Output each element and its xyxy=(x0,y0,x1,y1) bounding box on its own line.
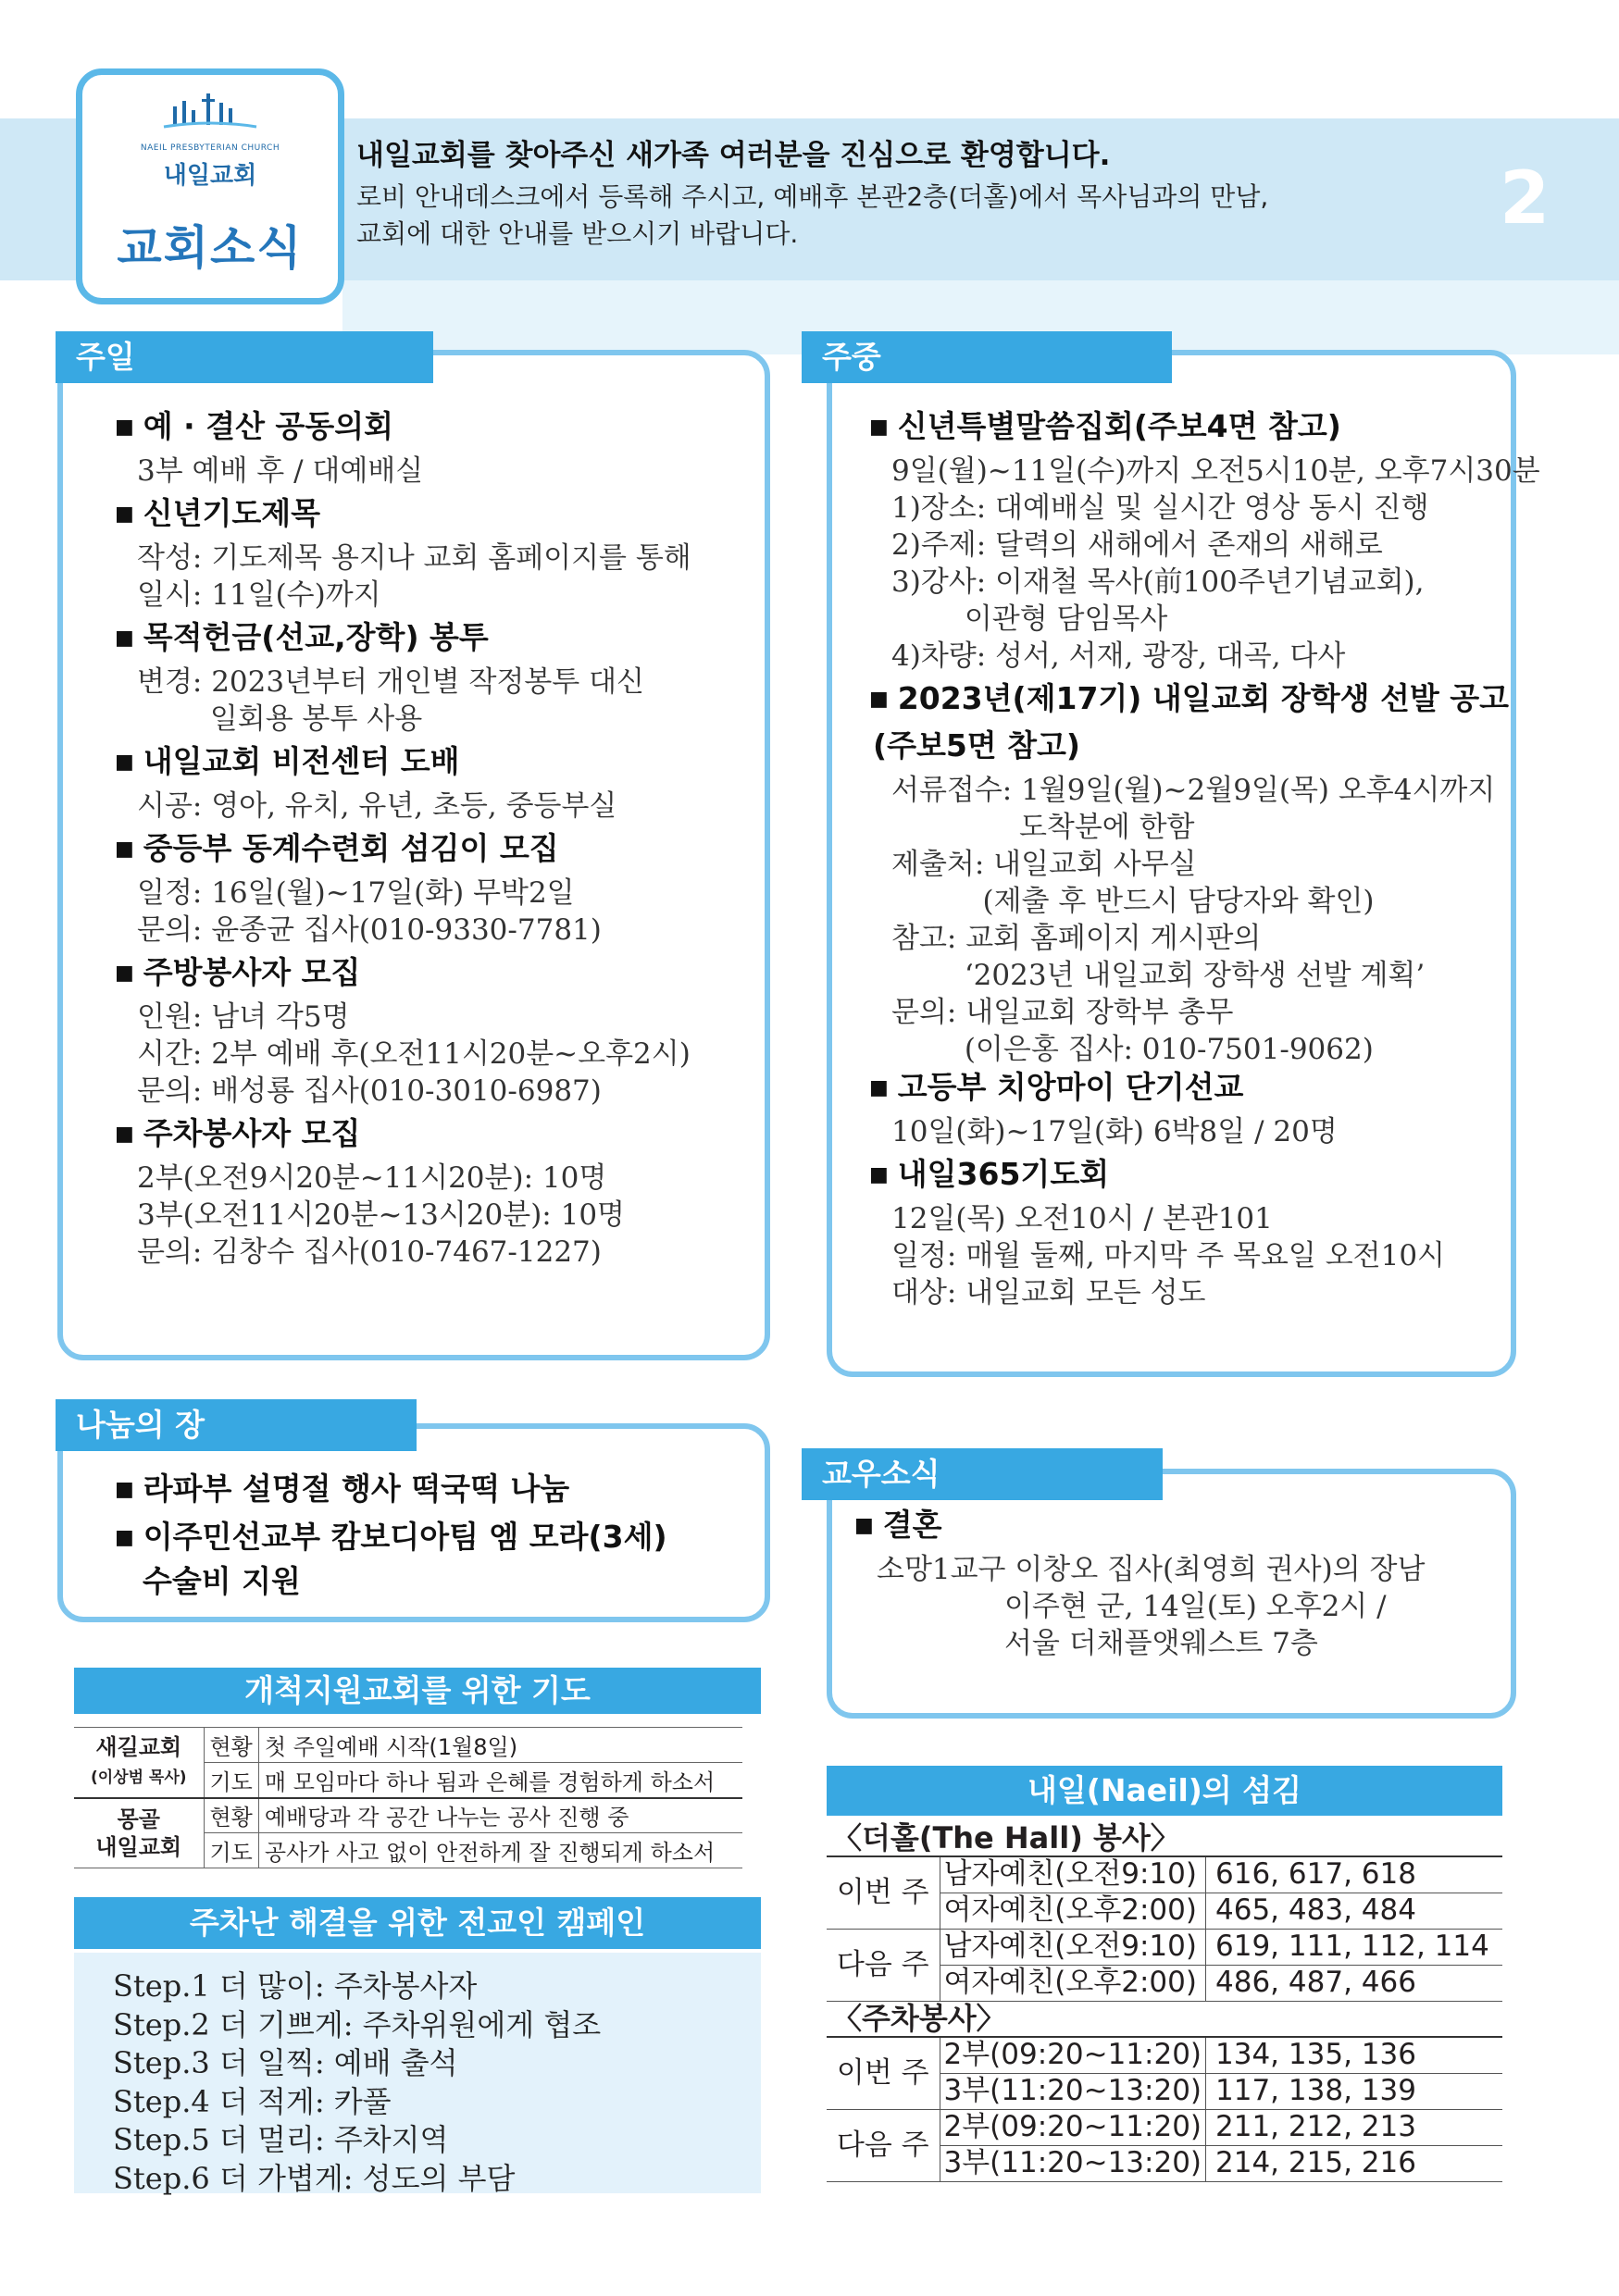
notice-item xyxy=(115,1468,816,1515)
notice-line: 1)장소: 대예배실 및 실시간 영상 동시 진행 xyxy=(891,491,1429,525)
notice-line: 일시: 11일(수)까지 xyxy=(137,578,381,612)
church-name-cell xyxy=(74,1728,204,1798)
notice-line: 2부(오전9시20분~11시20분): 10명 xyxy=(137,1161,607,1195)
notice-line: 작성: 기도제목 용지나 교회 홈페이지를 통해 xyxy=(137,541,691,575)
group-cell: 여자예친(오후2:00) xyxy=(940,1893,1206,1929)
kind-cell: 기도 xyxy=(204,1763,258,1798)
notice-line: 문의: 윤종균 집사(010-9330-7781) xyxy=(137,913,602,947)
notice-line: 참고: 교회 홈페이지 게시판의 xyxy=(891,922,1262,955)
section-title: 교회소식 xyxy=(117,221,304,275)
table-row xyxy=(74,1798,742,1833)
service-title: 내일(Naeil)의 섬김 xyxy=(827,1766,1502,1816)
tab-sunday: 주일 xyxy=(56,331,433,383)
tab-members: 교우소식 xyxy=(802,1448,1163,1500)
notice-line: 문의: 김창수 집사(010-7467-1227) xyxy=(137,1235,602,1269)
logo-name: 내일교회 xyxy=(163,162,257,190)
notice-item xyxy=(115,827,816,949)
campaign-title: 주차난 해결을 위한 전교인 캠페인 xyxy=(74,1897,761,1949)
text-cell: 공사가 사고 없이 안전하게 잘 진행되게 하소서 xyxy=(258,1833,742,1868)
church-name: 몽골 xyxy=(117,1806,160,1832)
number-cell: 465, 483, 484 xyxy=(1206,1893,1502,1929)
notice-title: ■ 2023년(제17기) 내일교회 장학생 선발 공고 xyxy=(869,677,1548,725)
group-cell: 2부(09:20~11:20) xyxy=(940,2037,1206,2073)
campaign-step: Step.1 더 많이: 주차봉사자 xyxy=(113,1968,478,2004)
notice-item xyxy=(115,1112,816,1271)
notice-item xyxy=(869,1066,1548,1150)
group-cell: 3부(11:20~13:20) xyxy=(940,2145,1206,2181)
notice-line: 수술비 지원 xyxy=(143,1563,301,1599)
notice-title: ■ 내일교회 비전센터 도배 xyxy=(115,740,816,788)
tab-weekday: 주중 xyxy=(802,331,1172,383)
parking-header: 〈주차봉사〉 xyxy=(827,2001,1502,2037)
notice-line: 3부 예배 후 / 대예배실 xyxy=(137,454,424,488)
text-cell: 매 모임마다 하나 됨과 은혜를 경험하게 하소서 xyxy=(258,1763,742,1798)
table-row xyxy=(827,2001,1502,2037)
notice-title: ■ 결혼 xyxy=(854,1504,1533,1551)
notice-line: 일회용 봉투 사용 xyxy=(137,702,423,736)
notice-line: ‘2023년 내일교회 장학생 선발 계획’ xyxy=(891,959,1426,992)
notice-line: 3)강사: 이재철 목사(前100주년기념교회), xyxy=(891,565,1425,599)
sunday-box xyxy=(57,350,770,1360)
notice-title: ■ 내일365기도회 xyxy=(869,1153,1548,1200)
sharing-box xyxy=(57,1423,770,1622)
table-row xyxy=(827,2109,1502,2145)
week-cell: 이번 주 xyxy=(827,2037,940,2109)
hall-header: 〈더홀(The Hall) 봉사〉 xyxy=(827,1820,1502,1856)
weekday-box xyxy=(827,350,1540,1377)
number-cell: 211, 212, 213 xyxy=(1206,2109,1502,2145)
notice-line: 문의: 배성룡 집사(010-3010-6987) xyxy=(137,1074,602,1108)
notice-line: 제출처: 내일교회 사무실 xyxy=(891,848,1197,881)
week-cell: 이번 주 xyxy=(827,1856,940,1929)
notice-line: 이주현 군, 14일(토) 오후2시 / xyxy=(877,1590,1387,1623)
group-cell: 남자예친(오전9:10) xyxy=(940,1929,1206,1965)
church-sub: 내일교회 xyxy=(95,1833,182,1860)
kind-cell: 기도 xyxy=(204,1833,258,1868)
notice-title: ■ 고등부 치앙마이 단기선교 xyxy=(869,1066,1548,1113)
notice-title: ■ 중등부 동계수련회 섬김이 모집 xyxy=(115,827,816,875)
notice-title: ■ 목적헌금(선교,장학) 봉투 xyxy=(115,616,816,664)
notice-item xyxy=(115,616,816,738)
campaign-step: Step.4 더 적게: 카풀 xyxy=(113,2083,392,2119)
campaign-step: Step.3 더 일찍: 예배 출석 xyxy=(113,2045,458,2080)
notice-line: 인원: 남녀 각5명 xyxy=(137,1000,350,1034)
church-sub: (이상범 목사) xyxy=(90,1768,187,1787)
number-cell: 616, 617, 618 xyxy=(1206,1856,1502,1893)
group-cell: 2부(09:20~11:20) xyxy=(940,2109,1206,2145)
notice-title: ■ 예 · 결산 공동의회 xyxy=(115,405,816,453)
table-row xyxy=(827,1820,1502,1856)
notice-item xyxy=(854,1504,1533,1662)
text-cell: 첫 주일예배 시작(1월8일) xyxy=(258,1728,742,1763)
number-cell: 619, 111, 112, 114 xyxy=(1206,1929,1502,1965)
tab-sharing: 나눔의 장 xyxy=(56,1399,417,1451)
number-cell: 134, 135, 136 xyxy=(1206,2037,1502,2073)
notice-item xyxy=(869,677,1548,1068)
kind-cell: 현황 xyxy=(204,1728,258,1763)
notice-line: 12일(목) 오전10시 / 본관101 xyxy=(891,1202,1273,1235)
page-number: 2 xyxy=(1500,157,1551,241)
notice-line: 도착분에 한함 xyxy=(891,811,1195,844)
welcome-line: 교회에 대한 안내를 받으시기 바랍니다. xyxy=(356,218,799,249)
notice-line: 10일(화)~17일(화) 6박8일 / 20명 xyxy=(891,1115,1338,1148)
text-cell: 예배당과 각 공간 나누는 공사 진행 중 xyxy=(258,1798,742,1833)
group-cell: 3부(11:20~13:20) xyxy=(940,2073,1206,2109)
pioneer-title: 개척지원교회를 위한 기도 xyxy=(74,1668,761,1714)
notice-item xyxy=(869,1153,1548,1311)
notice-line: (이은홍 집사: 010-7501-9062) xyxy=(891,1033,1374,1066)
notice-line: 서류접수: 1월9일(월)~2월9일(목) 오후4시까지 xyxy=(891,774,1496,807)
table-row xyxy=(74,1728,742,1763)
campaign-step: Step.2 더 기쁘게: 주차위원에게 협조 xyxy=(113,2006,602,2042)
table-row xyxy=(827,1856,1502,1893)
notice-line: 일정: 16일(월)~17일(화) 무박2일 xyxy=(137,876,575,910)
church-logo-icon xyxy=(155,93,266,132)
welcome-title: 내일교회를 찾아주신 새가족 여러분을 진심으로 환영합니다. xyxy=(356,139,1111,172)
notice-title: ■ 신년특별말씀집회(주보4면 참고) xyxy=(869,405,1548,453)
group-cell: 여자예친(오후2:00) xyxy=(940,1965,1206,2001)
week-cell: 다음 주 xyxy=(827,1929,940,2001)
notice-title: ■ 주차봉사자 모집 xyxy=(115,1112,816,1160)
service-table xyxy=(827,1820,1502,2182)
notice-item xyxy=(869,405,1548,675)
week-cell: 다음 주 xyxy=(827,2109,940,2181)
notice-line: 서울 더채플앳웨스트 7층 xyxy=(877,1627,1318,1660)
church-name-cell xyxy=(74,1798,204,1868)
notice-item xyxy=(115,951,816,1110)
campaign-step: Step.6 더 가볍게: 성도의 부담 xyxy=(113,2160,516,2196)
notice-line: 이관형 담임목사 xyxy=(891,602,1168,636)
welcome-message xyxy=(356,131,1449,253)
number-cell: 117, 138, 139 xyxy=(1206,2073,1502,2109)
notice-line: 시간: 2부 예배 후(오전11시20분~오후2시) xyxy=(137,1037,691,1071)
notice-line: 변경: 2023년부터 개인별 작정봉투 대신 xyxy=(137,665,644,699)
notice-item xyxy=(115,492,816,614)
notice-line: 9일(월)~11일(수)까지 오전5시10분, 오후7시30분 xyxy=(891,454,1540,488)
notice-item xyxy=(115,405,816,490)
members-box xyxy=(827,1469,1516,1719)
notice-line: (제출 후 반드시 담당자와 확인) xyxy=(891,885,1375,918)
group-cell: 남자예친(오전9:10) xyxy=(940,1856,1206,1893)
notice-item xyxy=(115,1516,816,1600)
welcome-line: 로비 안내데스크에서 등록해 주시고, 예배후 본관2층(더홀)에서 목사님과의 만남, xyxy=(356,181,1269,212)
notice-title: ■ 신년기도제목 xyxy=(115,492,816,540)
notice-line: 시공: 영아, 유치, 유년, 초등, 중등부실 xyxy=(137,789,617,823)
notice-title: ■ 라파부 설명절 행사 떡국떡 나눔 xyxy=(115,1468,816,1515)
kind-cell: 현황 xyxy=(204,1798,258,1833)
number-cell: 214, 215, 216 xyxy=(1206,2145,1502,2181)
notice-line: 대상: 내일교회 모든 성도 xyxy=(891,1276,1206,1309)
notice-line: 문의: 내일교회 장학부 총무 xyxy=(891,996,1234,1029)
notice-item xyxy=(115,740,816,825)
notice-line: 일정: 매월 둘째, 마지막 주 목요일 오전10시 xyxy=(891,1239,1446,1272)
campaign-step: Step.5 더 멀리: 주차지역 xyxy=(113,2122,449,2157)
notice-title-cont: (주보5면 참고) xyxy=(873,727,1081,763)
notice-line: 소망1교구 이창오 집사(최영희 권사)의 장남 xyxy=(877,1553,1426,1586)
campaign-steps xyxy=(113,1967,601,2198)
notice-title: ■ 이주민선교부 캄보디아팀 엠 모라(3세) xyxy=(115,1516,816,1563)
church-name: 새길교회 xyxy=(95,1733,182,1760)
table-row xyxy=(827,2037,1502,2073)
logo-subtitle: NAEIL PRESBYTERIAN CHURCH xyxy=(140,143,280,153)
notice-line: 2)주제: 달력의 새해에서 존재의 새해로 xyxy=(891,528,1383,562)
table-row xyxy=(827,1929,1502,1965)
pioneer-table xyxy=(74,1727,742,1868)
notice-title: ■ 주방봉사자 모집 xyxy=(115,951,816,999)
notice-line: 4)차량: 성서, 서재, 광장, 대곡, 다사 xyxy=(891,639,1346,673)
notice-line: 3부(오전11시20분~13시20분): 10명 xyxy=(137,1198,625,1232)
number-cell: 486, 487, 466 xyxy=(1206,1965,1502,2001)
logo-card xyxy=(76,68,344,304)
